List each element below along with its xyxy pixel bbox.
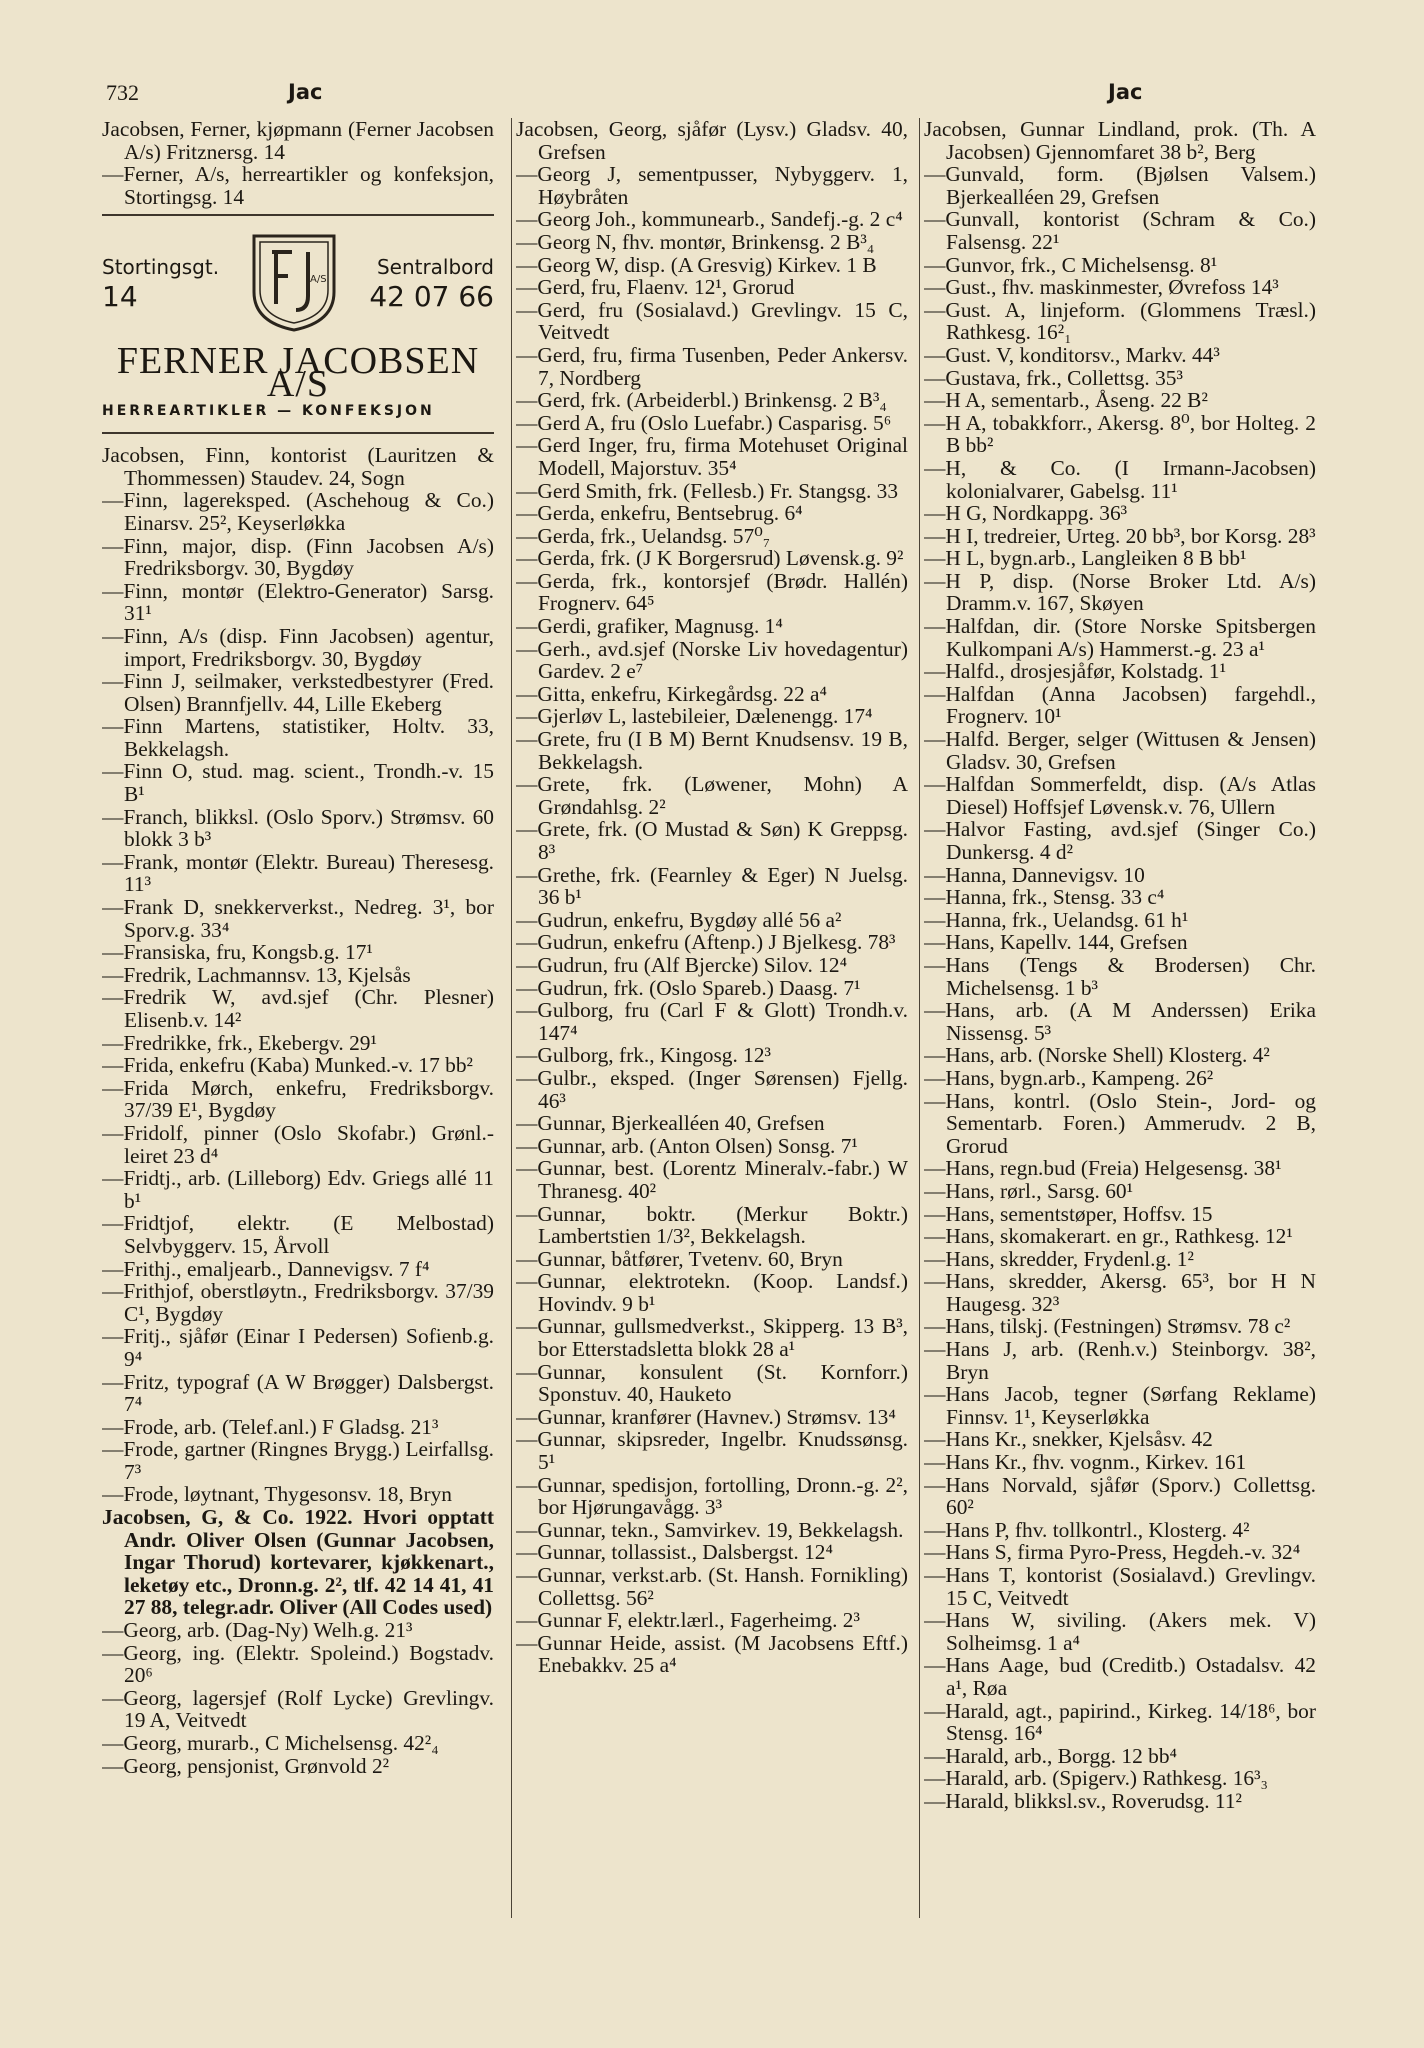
directory-entry: —Georg, lagersjef (Rolf Lycke) Grevlingv. 19 A, Veitvedt <box>102 1685 494 1733</box>
column-1 <box>102 118 494 2018</box>
directory-entry: —Hanna, frk., Uelandsg. 61 h¹ <box>924 907 1189 932</box>
directory-entry: Jacobsen, Ferner, kjøpmann (Ferner Jacobsen A/s) Fritznersg. 14 <box>102 118 494 164</box>
directory-entry: —Gerd Inger, fru, firma Motehuset Original Modell, Majorstuv. 35⁴ <box>516 433 908 480</box>
directory-entry: —Gunnar, Bjerkealléen 40, Grefsen <box>516 1111 825 1136</box>
directory-entry: —Hans, skredder, Frydenl.g. 1² <box>924 1246 1194 1271</box>
directory-entry: —Gunnar, arb. (Anton Olsen) Sonsg. 7¹ <box>516 1133 858 1158</box>
directory-entry: —Frida Mørch, enkefru, Fredriksborgv. 37/39 E¹, Bygdøy <box>102 1075 494 1123</box>
page-number: 732 <box>106 80 139 105</box>
directory-entry: —Gunnar, gullsmedverkst., Skipperg. 13 B³, bor Etterstadsletta blokk 28 a¹ <box>516 1314 908 1362</box>
directory-entry: —Gunnar, skipsreder, Ingelbr. Knudssønsg. 5¹ <box>516 1427 908 1475</box>
entry-list <box>102 118 494 208</box>
directory-entry: —Gulborg, fru (Carl F & Glott) Trondh.v. 147⁴ <box>516 998 908 1045</box>
svg-text:A/S: A/S <box>310 274 327 286</box>
directory-entry: —Georg Joh., kommunearb., Sandefj.-g. 2 c⁴ <box>516 207 903 232</box>
directory-entry: —Gunnar, verkst.arb. (St. Hansh. Fornikling) Collettsg. 56² <box>516 1563 908 1610</box>
directory-entry: —Hans (Tengs & Brodersen) Chr. Michelsensg. 1 b³ <box>924 952 1316 1000</box>
directory-entry: —Hans Aage, bud (Creditb.) Ostadalsv. 42 a¹, Røa <box>924 1653 1316 1700</box>
directory-entry: —Hans, bygn.arb., Kampeng. 26² <box>924 1065 1214 1090</box>
directory-entry: —Finn Martens, statistiker, Holtv. 33, Bekkelagsh. <box>102 714 494 761</box>
directory-entry: —Georg, murarb., C Michelsensg. 42²₄ <box>102 1731 439 1755</box>
directory-entry: Jacobsen, Gunnar Lindland, prok. (Th. A Jacobsen) Gjennomfaret 38 b², Berg <box>924 118 1316 164</box>
directory-entry: —Gulborg, frk., Kingosg. 12³ <box>516 1043 771 1068</box>
directory-entry: —Halfd. Berger, selger (Wittusen & Jensen) Gladsv. 30, Grefsen <box>924 727 1316 774</box>
directory-entry: —Gunnar, konsulent (St. Kornforr.) Sponstuv. 40, Hauketo <box>516 1359 908 1407</box>
directory-entry: —Gunnar, spedisjon, fortolling, Dronn.-g. 2², bor Hjørungavågg. 3³ <box>516 1472 908 1520</box>
directory-entry: —Fridolf, pinner (Oslo Skofabr.) Grønl.-leiret 23 d⁴ <box>102 1120 494 1168</box>
directory-entry: —Georg, pensjonist, Grønvold 2² <box>102 1753 390 1778</box>
directory-entry: —H L, bygn.arb., Langleiken 8 B bb¹ <box>924 546 1247 571</box>
directory-entry: —Georg N, fhv. montør, Brinkensg. 2 B³₄ <box>516 229 875 254</box>
column-3 <box>924 118 1316 2018</box>
directory-entry: —Frode, løytnant, Thygesonsv. 18, Bryn <box>102 1482 452 1507</box>
directory-entry: Jacobsen, Georg, sjåfør (Lysv.) Gladsv. 40, Grefsen <box>516 118 908 164</box>
ad-phone <box>369 252 494 312</box>
directory-entry: —Harald, arb. (Spigerv.) Rathkesg. 16³₃ <box>924 1766 1268 1791</box>
ad-brand-name: FERNER JACOBSEN A/S <box>116 340 480 405</box>
directory-entry: —Grete, frk. (O Mustad & Søn) K Greppsg. 8³ <box>516 817 908 864</box>
header-key-right: Jac <box>1108 80 1143 104</box>
directory-entry: —Gust. V, konditorsv., Markv. 44³ <box>924 342 1220 367</box>
directory-entry: —Fritj., sjåfør (Einar I Pedersen) Sofienb.g. 9⁴ <box>102 1324 494 1371</box>
directory-entry: —Hans J, arb. (Renh.v.) Steinborgv. 38², Bryn <box>924 1337 1316 1384</box>
directory-entry: —Gust. A, linjeform. (Glommens Træsl.) Rathkesg. 16²₁ <box>924 297 1316 345</box>
directory-entry: —Gerda, frk., kontorsjef (Brødr. Hallén) Frognerv. 64⁵ <box>516 568 908 616</box>
column-2 <box>516 118 908 2018</box>
directory-entry: —Gerd, fru (Sosialavd.) Grevlingv. 15 C, Veitvedt <box>516 297 908 345</box>
directory-entry: —Georg W, disp. (A Gresvig) Kirkev. 1 B <box>516 252 877 277</box>
directory-entry: —H P, disp. (Norse Broker Ltd. A/s) Dramm.v. 167, Skøyen <box>924 568 1316 616</box>
directory-entry: —Gerh., avd.sjef (Norske Liv hovedagentur) Gardev. 2 e⁷ <box>516 636 908 684</box>
directory-entry: —Gunnar, best. (Lorentz Mineralv.-fabr.) W Thranesg. 40² <box>516 1156 908 1203</box>
directory-entry: —Hans Norvald, sjåfør (Sporv.) Collettsg. 60² <box>924 1472 1316 1520</box>
directory-entry: —Halvor Fasting, avd.sjef (Singer Co.) Dunkersg. 4 d² <box>924 817 1316 864</box>
directory-entry: —Gudrun, enkefru (Aftenp.) J Bjelkesg. 78³ <box>516 930 896 955</box>
directory-entry: —Frank D, snekkerverkst., Nedreg. 3¹, bor Sporv.g. 33⁴ <box>102 895 494 942</box>
directory-entry: —Gunnar, båtfører, Tvetenv. 60, Bryn <box>516 1246 843 1271</box>
directory-entry: —Hans, arb. (Norske Shell) Klosterg. 4² <box>924 1043 1270 1068</box>
directory-entry: —Gjerløv L, lastebileier, Dælenengg. 17⁴ <box>516 704 873 729</box>
directory-entry: Jacobsen, Finn, kontorist (Lauritzen & Thommessen) Staudev. 24, Sogn <box>102 443 494 490</box>
directory-entry: —Fritz, typograf (A W Brøgger) Dalsbergst. 7⁴ <box>102 1369 494 1417</box>
directory-entry: —Gunnar, kranfører (Havnev.) Strømsv. 13⁴ <box>516 1404 896 1429</box>
directory-entry: —Gunnar, tollassist., Dalsbergst. 12⁴ <box>516 1540 833 1565</box>
directory-entry: —Hans, arb. (A M Anderssen) Erika Nissensg. 5³ <box>924 998 1316 1045</box>
directory-entry: —Finn, A/s (disp. Finn Jacobsen) agentur, import, Fredriksborgv. 30, Bygdøy <box>102 623 494 671</box>
ad-address <box>102 252 219 312</box>
divider <box>102 214 494 216</box>
directory-entry: —Hanna, frk., Stensg. 33 c⁴ <box>924 885 1165 910</box>
column-divider <box>511 118 512 1918</box>
ad-street: Stortingsgt. <box>102 255 220 280</box>
directory-entry: —Hans T, kontorist (Sosialavd.) Grevlingv. 15 C, Veitvedt <box>924 1563 1316 1610</box>
directory-entry: —Harald, blikksl.sv., Roverudsg. 11² <box>924 1788 1242 1813</box>
directory-entry: —Fredrikke, frk., Ekebergv. 29¹ <box>102 1030 377 1055</box>
directory-entry: —Hans, tilskj. (Festningen) Strømsv. 78 c² <box>924 1314 1291 1339</box>
directory-entry: —Ferner, A/s, herreartikler og konfeksjon, Stortingsg. 14 <box>102 162 494 209</box>
ad-phone-number: 42 07 66 <box>369 280 494 314</box>
directory-entry: —Fredrik W, avd.sjef (Chr. Plesner) Elisenb.v. 14² <box>102 985 494 1032</box>
directory-entry: —Gerd Smith, frk. (Fellesb.) Fr. Stangsg. 33 <box>516 478 899 503</box>
directory-entry: —Gunnar, elektrotekn. (Koop. Landsf.) Hovindv. 9 b¹ <box>516 1269 908 1316</box>
directory-entry: —Gudrun, enkefru, Bygdøy allé 56 a² <box>516 907 842 932</box>
directory-entry: —Grete, frk. (Løwener, Mohn) A Grøndahlsg. 2² <box>516 772 908 819</box>
directory-entry: —Hanna, Dannevigsv. 10 <box>924 862 1145 887</box>
directory-entry: —Fredrik, Lachmannsv. 13, Kjelsås <box>102 962 411 987</box>
directory-entry: —Hans, Kapellv. 144, Grefsen <box>924 930 1188 955</box>
directory-entry: —Gerd, fru, Flaenv. 12¹, Grorud <box>516 275 795 300</box>
directory-entry: —Gitta, enkefru, Kirkegårdsg. 22 a⁴ <box>516 681 827 706</box>
directory-entry: —Gudrun, frk. (Oslo Spareb.) Daasg. 7¹ <box>516 975 861 1000</box>
ad-tagline: HERREARTIKLER — KONFEKSJON <box>102 402 435 419</box>
directory-entry: —Gerda, enkefru, Bentsebrug. 6⁴ <box>516 501 803 526</box>
directory-entry: —Gerd A, fru (Oslo Luefabr.) Casparisg. 5⁶ <box>516 410 892 435</box>
directory-entry: —Gerd, frk. (Arbeiderbl.) Brinkensg. 2 B³₄ <box>516 388 887 413</box>
directory-entry: —Grete, fru (I B M) Bernt Knudsensv. 19 B, Bekkelagsh. <box>516 727 908 774</box>
entry-list <box>516 118 908 1677</box>
directory-entry: —Hans Kr., fhv. vognm., Kirkev. 161 <box>924 1450 1247 1475</box>
directory-entry: —H A, tobakkforr., Akersg. 8⁰, bor Holteg. 2 B bb² <box>924 410 1316 458</box>
directory-entry: —Hans, kontrl. (Oslo Stein-, Jord- og Sementarb. Foren.) Ammerudv. 2 B, Grorud <box>924 1088 1316 1158</box>
directory-entry: —Gerdi, grafiker, Magnusg. 1⁴ <box>516 614 783 639</box>
directory-entry: —Finn O, stud. mag. scient., Trondh.-v. 15 B¹ <box>102 759 494 807</box>
ad-street-number: 14 <box>102 280 138 314</box>
directory-entry: —Halfd., drosjesjåfør, Kolstadg. 1¹ <box>924 659 1226 684</box>
directory-entry: —Hans S, firma Pyro-Press, Hegdeh.-v. 32⁴ <box>924 1540 1301 1565</box>
directory-entry: —Gulbr., eksped. (Inger Sørensen) Fjellg. 46³ <box>516 1065 908 1113</box>
directory-entry: —Grethe, frk. (Fearnley & Eger) N Juelsg. 36 b¹ <box>516 862 908 910</box>
entry-firm: Jacobsen, G, & Co. 1922. Hvori opptatt Andr. Oliver Olsen (Gunnar Jacobsen, Ingar Thorud) kortevarer, kjøkkenart., leketøy etc., Dronn.g. 2², tlf. 42 14 41, 41 27 88, telegr.adr. Oliver (All Codes used) <box>102 1505 494 1620</box>
directory-entry: —Gerda, frk., Uelandsg. 57⁰₇ <box>516 523 771 548</box>
directory-entry: —Gunvald, form. (Bjølsen Valsem.) Bjerkealléen 29, Grefsen <box>924 162 1316 209</box>
directory-entry: —H I, tredreier, Urteg. 20 bb³, bor Korsg. 28³ <box>924 523 1316 548</box>
directory-entry: —Harald, arb., Borgg. 12 bb⁴ <box>924 1743 1178 1768</box>
directory-entry: —Hans, skomakerart. en gr., Rathkesg. 12¹ <box>924 1224 1293 1249</box>
directory-entry: —Finn, lagereksped. (Aschehoug & Co.) Einarsv. 25², Keyserløkka <box>102 488 494 535</box>
directory-entry: —Frode, gartner (Ringnes Brygg.) Leirfallsg. 7³ <box>102 1437 494 1484</box>
directory-entry: —Gunvor, frk., C Michelsensg. 8¹ <box>924 252 1218 277</box>
directory-entry: —Frode, arb. (Telef.anl.) F Gladsg. 21³ <box>102 1414 439 1439</box>
directory-entry: —H G, Nordkappg. 36³ <box>924 501 1128 526</box>
directory-entry: —Gunnar, tekn., Samvirkev. 19, Bekkelagsh. <box>516 1517 904 1542</box>
directory-entry: —Gunnar Heide, assist. (M Jacobsens Eftf.) Enebakkv. 25 a⁴ <box>516 1630 908 1678</box>
ad-contact-row <box>102 222 494 342</box>
directory-entry: —Frithjof, oberstløytn., Fredriksborgv. 37/39 C¹, Bygdøy <box>102 1279 494 1326</box>
directory-entry: —Gudrun, fru (Alf Bjercke) Silov. 12⁴ <box>516 952 848 977</box>
divider <box>102 432 494 434</box>
directory-entry: —Gunnar F, elektr.lærl., Fagerheimg. 2³ <box>516 1608 860 1633</box>
directory-entry: —H A, sementarb., Åseng. 22 B² <box>924 388 1208 413</box>
directory-entry: —Hans, skredder, Akersg. 65³, bor H N Haugesg. 32³ <box>924 1269 1316 1316</box>
directory-entry: —Halfdan, dir. (Store Norske Spitsbergen Kulkompani A/s) Hammerst.-g. 23 a¹ <box>924 614 1316 661</box>
directory-entry: —Hans Kr., snekker, Kjelsåsv. 42 <box>924 1427 1213 1452</box>
directory-entry: —Gustava, frk., Collettsg. 35³ <box>924 365 1183 390</box>
directory-entry: —Georg, arb. (Dag-Ny) Welh.g. 21³ <box>102 1618 413 1643</box>
entry-list <box>924 118 1316 1813</box>
monogram-logo <box>246 230 342 334</box>
directory-entry: —Fridtjof, elektr. (E Melbostad) Selvbyggerv. 15, Årvoll <box>102 1211 494 1258</box>
directory-entry: —Hans, rørl., Sarsg. 60¹ <box>924 1178 1134 1203</box>
header-key-left: Jac <box>288 80 323 104</box>
directory-entry: —Hans Jacob, tegner (Sørfang Reklame) Finnsv. 1¹, Keyserløkka <box>924 1382 1316 1429</box>
directory-entry: —Georg, ing. (Elektr. Spoleind.) Bogstadv. 20⁶ <box>102 1640 494 1688</box>
directory-entry: —Frithj., emaljearb., Dannevigsv. 7 f⁴ <box>102 1256 430 1281</box>
directory-entry: —Fridtj., arb. (Lilleborg) Edv. Griegs allé 11 b¹ <box>102 1166 494 1213</box>
directory-entry: —Fransiska, fru, Kongsb.g. 17¹ <box>102 940 373 965</box>
directory-entry: —Hans, regn.bud (Freia) Helgesensg. 38¹ <box>924 1156 1282 1181</box>
directory-entry: —Harald, agt., papirind., Kirkeg. 14/18⁶, bor Stensg. 16⁴ <box>924 1698 1316 1746</box>
directory-entry: —H, & Co. (I Irmann-Jacobsen) kolonialvarer, Gabelsg. 11¹ <box>924 455 1316 503</box>
directory-entry: —Finn, major, disp. (Finn Jacobsen A/s) Fredriksborgv. 30, Bygdøy <box>102 533 494 581</box>
directory-entry: —Gunnar, boktr. (Merkur Boktr.) Lambertstien 1/3², Bekkelagsh. <box>516 1201 908 1249</box>
directory-entry: —Gerda, frk. (J K Borgersrud) Løvensk.g. 9² <box>516 546 904 571</box>
directory-entry: —Halfdan Sommerfeldt, disp. (A/s Atlas Diesel) Hoffsjef Løvensk.v. 76, Ullern <box>924 772 1316 819</box>
directory-entry: —Finn, montør (Elektro-Generator) Sarsg. 31¹ <box>102 578 494 626</box>
directory-entry: —Frank, montør (Elektr. Bureau) Theresesg. 11³ <box>102 849 494 897</box>
directory-entry: —Gunvall, kontorist (Schram & Co.) Falsensg. 22¹ <box>924 207 1316 254</box>
directory-entry: —Hans W, siviling. (Akers mek. V) Solheimsg. 1 a⁴ <box>924 1608 1316 1655</box>
directory-entry: —Halfdan (Anna Jacobsen) fargehdl., Frognerv. 10¹ <box>924 681 1316 729</box>
entry-list <box>102 444 494 1506</box>
directory-entry: —Hans, sementstøper, Hoffsv. 15 <box>924 1201 1213 1226</box>
advertisement <box>102 214 494 434</box>
directory-entry: —Frida, enkefru (Kaba) Munked.-v. 17 bb² <box>102 1053 473 1078</box>
column-divider <box>919 118 920 1918</box>
directory-entry: —Franch, blikksl. (Oslo Sporv.) Strømsv. 60 blokk 3 b³ <box>102 804 494 852</box>
directory-entry: —Finn J, seilmaker, verkstedbestyrer (Fred. Olsen) Brannfjellv. 44, Lille Ekeberg <box>102 669 494 716</box>
directory-entry: —Gust., fhv. maskinmester, Øvrefoss 14³ <box>924 275 1279 300</box>
directory-entry: —Georg J, sementpusser, Nybyggerv. 1, Høybråten <box>516 162 908 209</box>
ad-phone-label: Sentralbord <box>376 255 494 280</box>
directory-entry: —Gerd, fru, firma Tusenben, Peder Ankersv. 7, Nordberg <box>516 342 908 390</box>
entry-list <box>102 1619 494 1777</box>
directory-entry: —Hans P, fhv. tollkontrl., Klosterg. 4² <box>924 1517 1250 1542</box>
